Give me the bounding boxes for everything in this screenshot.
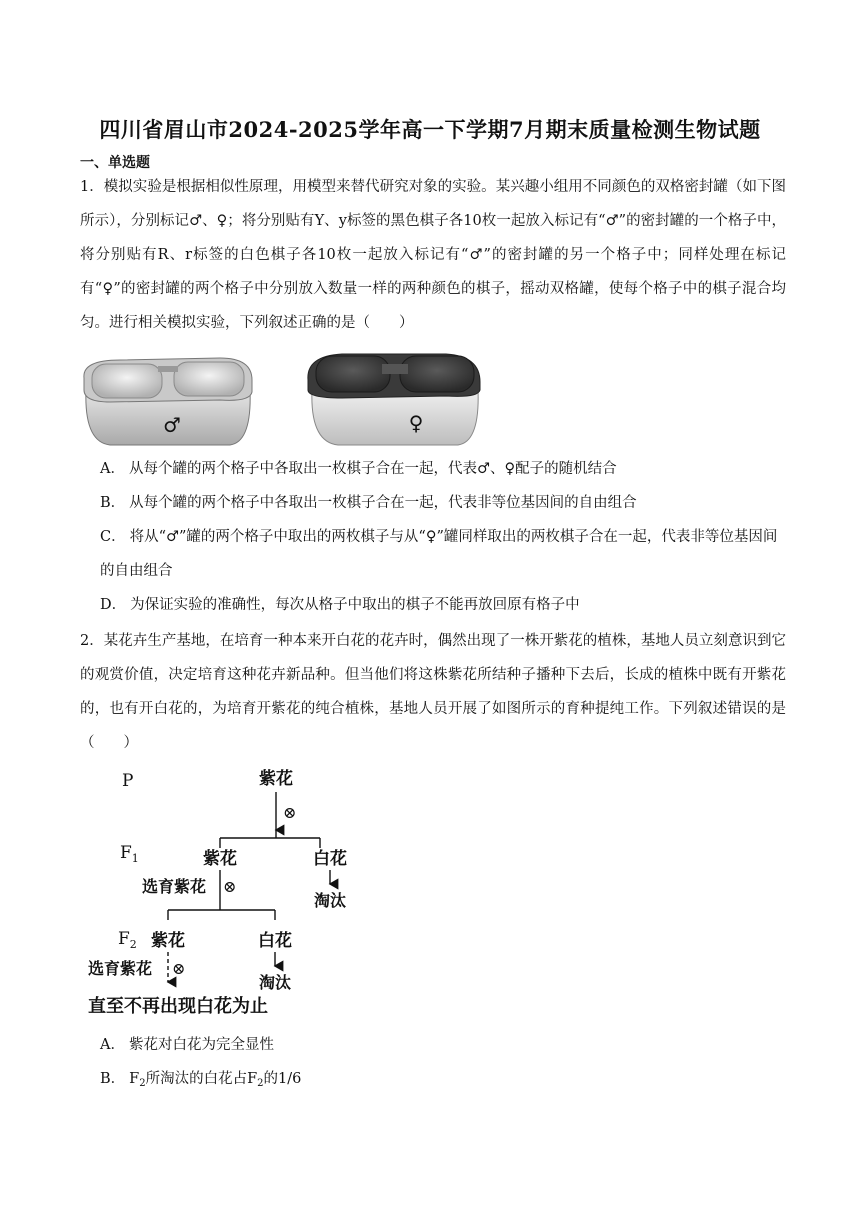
breeding-diagram <box>80 760 380 1020</box>
page-title: 四川省眉山市2024-2025学年高一下学期7月期末质量检测生物试题 <box>99 117 761 142</box>
option-label: B． <box>100 1071 126 1087</box>
option-c <box>100 520 786 588</box>
jar-photos <box>80 350 500 450</box>
gen-p-label: P <box>122 771 134 791</box>
self-cross-icon: ⊗ <box>223 877 237 896</box>
f1-select-label: 选育紫花 <box>142 877 207 896</box>
female-jar <box>308 354 480 445</box>
final-note: 直至不再出现白花为止 <box>88 996 268 1017</box>
f2-white-label: 白花 <box>258 931 292 951</box>
option-text: 紫花对白花为完全显性 <box>128 1037 274 1053</box>
self-cross-icon: ⊗ <box>283 803 297 822</box>
female-jar-label: ♀ <box>408 411 424 435</box>
option-b <box>100 486 786 520</box>
f2-eliminate-label: 淘汰 <box>258 973 292 992</box>
option-text: 将从“♂”罐的两个格子中取出的两枚棋子与从“♀”罐同样取出的两枚棋子合在一起，代表非等位基因间的自由组合 <box>100 529 778 579</box>
option-label: D． <box>100 597 127 613</box>
male-jar-label: ♂ <box>163 413 181 437</box>
f1-purple-label: 紫花 <box>203 849 237 869</box>
option-label: A． <box>100 461 125 477</box>
option-d <box>100 588 786 622</box>
question-number: 2． <box>80 633 104 649</box>
question-2 <box>80 624 786 760</box>
f1-eliminate-label: 淘汰 <box>313 891 347 910</box>
option-a <box>100 452 786 486</box>
option-label: B． <box>100 495 126 511</box>
question-1 <box>80 170 786 340</box>
option-text: 从每个罐的两个格子中各取出一枚棋子合在一起，代表♂、♀配子的随机结合 <box>128 461 617 477</box>
f2-purple-label: 紫花 <box>151 931 185 951</box>
option-label: A． <box>100 1037 125 1053</box>
f1-white-label: 白花 <box>313 849 347 869</box>
option-text: 从每个罐的两个格子中各取出一枚棋子合在一起，代表非等位基因间的自由组合 <box>129 495 637 511</box>
self-cross-icon: ⊗ <box>172 959 186 978</box>
p-purple-label: 紫花 <box>259 769 293 789</box>
option-text: 为保证实验的准确性，每次从格子中取出的棋子不能再放回原有格子中 <box>130 597 580 613</box>
q2-option-b: B． $F_2$所淘汰的白花占$F_2$的1/6 <box>100 1071 302 1089</box>
f2-select-label: 选育紫花 <box>88 959 153 978</box>
option-label: C． <box>100 529 126 545</box>
question-text: 模拟实验是根据相似性原理，用模型来替代研究对象的实验。某兴趣小组用不同颜色的双格密封罐（如下图所示），分别标记♂、♀；将分别贴有Y、y标签的黑色棋子各10枚一起放入标记有“♂”的密封罐的一个格子中，将分别贴有R、r标签的白色棋子各10枚一起放入标记有“♂”的密封罐的另一个格子中；同样处理在标记有“♀”的密封罐的两个格子中分别放入数量一样的两种颜色的棋子，摇动双格罐，使每个格子中的棋子混合均匀。进行相关模拟实验，下列叙述正确的是（ ） <box>80 179 786 331</box>
question-text: 某花卉生产基地，在培育一种本来开白花的花卉时，偶然出现了一株开紫花的植株，基地人员立刻意识到它的观赏价值，决定培育这种花卉新品种。但当他们将这株紫花所结种子播种下去后，长成的植株中既有开紫花的，也有开白花的，为培育开紫花的纯合植株，基地人员开展了如图所示的育种提纯工作。下列叙述错误的是（ ） <box>80 633 786 751</box>
section-heading: 一、单选题 <box>80 155 150 171</box>
gen-f1-label: $F_1$ <box>120 843 139 865</box>
question-number: 1． <box>80 179 104 195</box>
q2-option-a <box>100 1028 786 1062</box>
gen-f2-label: $F_2$ <box>118 929 137 951</box>
